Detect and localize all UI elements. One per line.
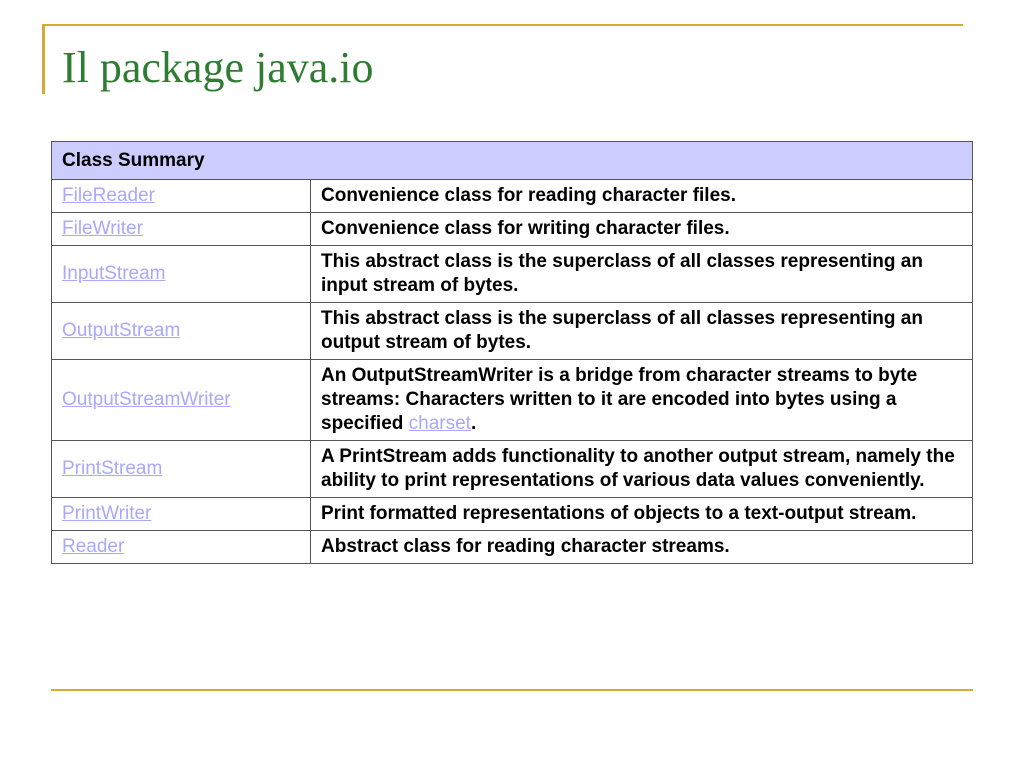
table-row (52, 531, 973, 564)
class-description: Print formatted representations of objects to a text-output stream. (311, 498, 973, 531)
class-link-outputstreamwriter[interactable]: OutputStreamWriter (62, 389, 231, 410)
left-accent-bar (42, 26, 45, 94)
class-description: Convenience class for reading character files. (311, 180, 973, 213)
table-header-row (52, 142, 973, 180)
table-row (52, 498, 973, 531)
class-link-printstream[interactable]: PrintStream (62, 458, 163, 479)
table-row (52, 441, 973, 498)
class-link-reader[interactable]: Reader (62, 536, 125, 557)
class-description: This abstract class is the superclass of all classes representing an output stream of bytes. (311, 303, 973, 360)
class-description: This abstract class is the superclass of all classes representing an input stream of bytes. (311, 246, 973, 303)
class-description: An OutputStreamWriter is a bridge from character streams to byte streams: Characters written to it are encoded into bytes using a specified (321, 365, 918, 434)
table-row (52, 180, 973, 213)
class-link-inputstream[interactable]: InputStream (62, 263, 166, 284)
table-row (52, 360, 973, 441)
table-row (52, 303, 973, 360)
bottom-accent-rule (51, 689, 973, 691)
class-name-cell (52, 531, 311, 564)
slide-title: Il package java.io (62, 43, 374, 92)
top-accent-rule (42, 24, 963, 26)
class-name-cell (52, 213, 311, 246)
class-name-cell (52, 303, 311, 360)
class-link-filewriter[interactable]: FileWriter (62, 218, 143, 239)
class-name-cell (52, 498, 311, 531)
table-row (52, 213, 973, 246)
class-description-cell (311, 360, 973, 441)
class-name-cell (52, 441, 311, 498)
table-header: Class Summary (52, 142, 973, 180)
class-description: A PrintStream adds functionality to another output stream, namely the ability to print representations of various data values conveniently. (311, 441, 973, 498)
class-name-cell (52, 360, 311, 441)
class-description: Abstract class for reading character streams. (311, 531, 973, 564)
class-name-cell (52, 180, 311, 213)
class-link-filereader[interactable]: FileReader (62, 185, 155, 206)
class-name-cell (52, 246, 311, 303)
class-link-outputstream[interactable]: OutputStream (62, 320, 181, 341)
class-summary-table (51, 141, 973, 564)
table-row (52, 246, 973, 303)
description-suffix: . (470, 413, 477, 434)
class-link-printwriter[interactable]: PrintWriter (62, 503, 152, 524)
charset-link[interactable]: charset (408, 413, 471, 434)
class-description: Convenience class for writing character files. (311, 213, 973, 246)
